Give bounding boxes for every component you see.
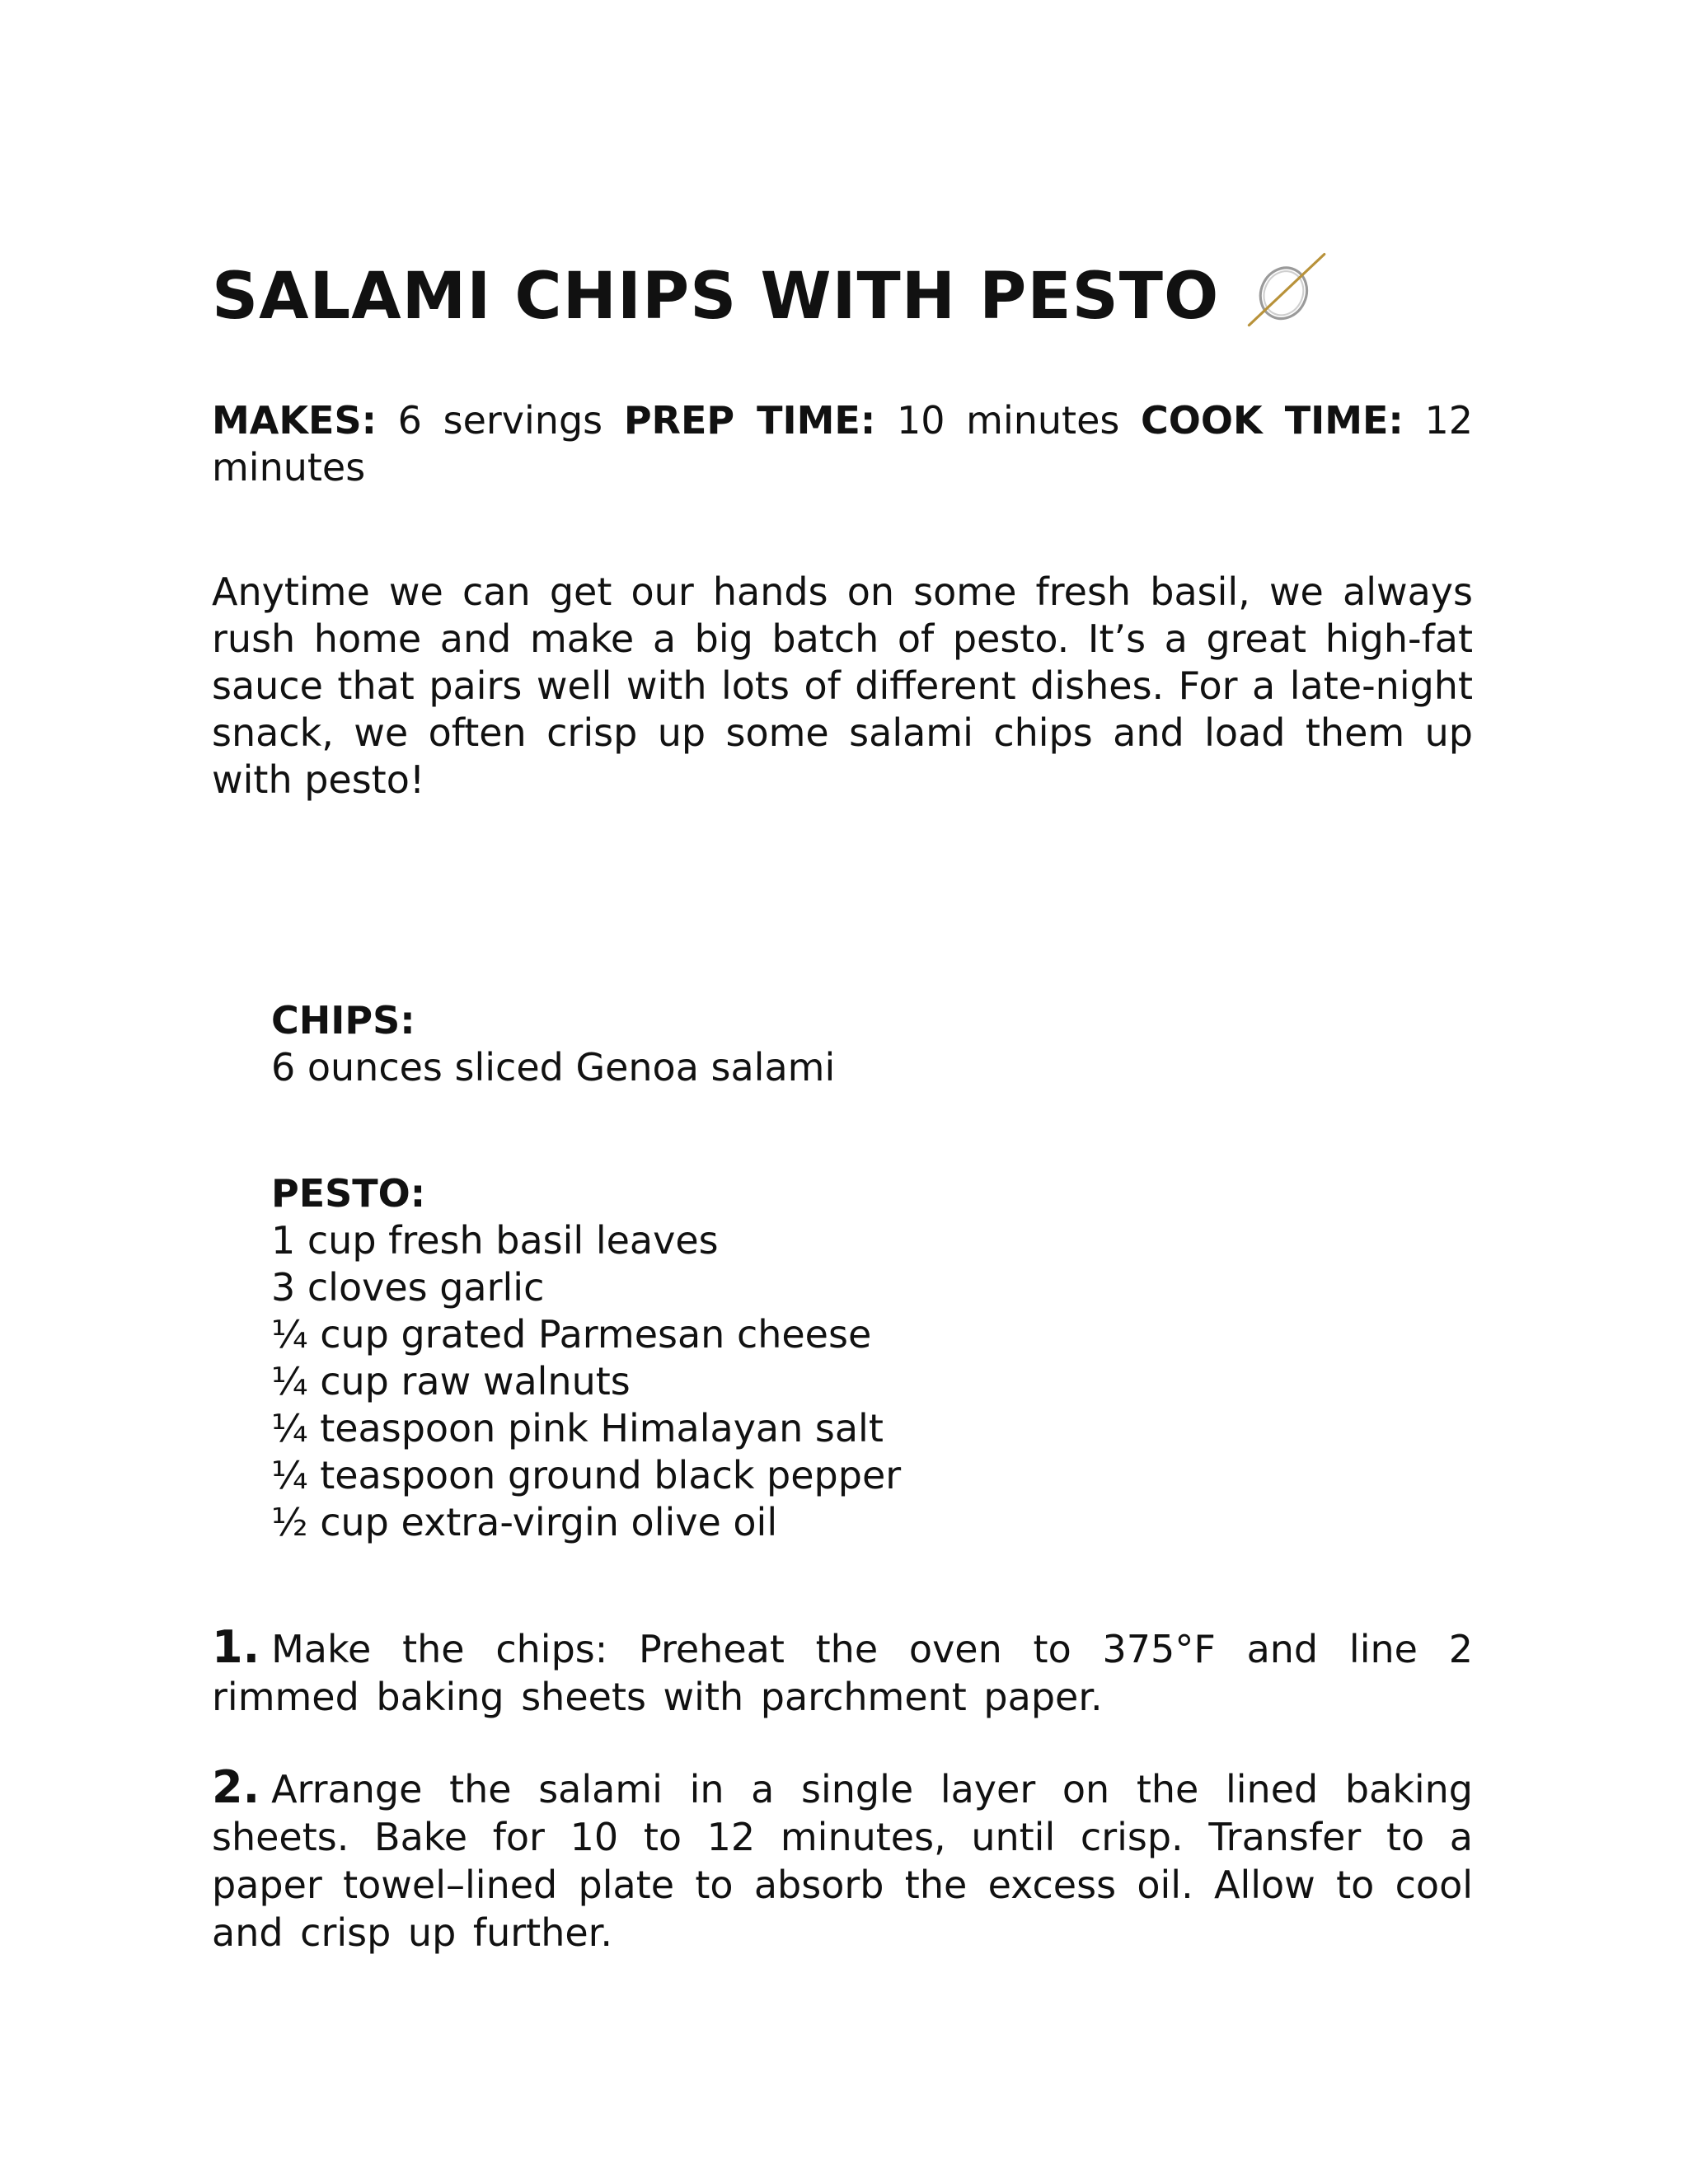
ingredient-item: ¼ teaspoon pink Himalayan salt (271, 1406, 884, 1451)
makes-label: MAKES: (212, 398, 377, 443)
recipe-intro: Anytime we can get our hands on some fresh basil, we always rush home and make a big batch of pesto. It’s a great high-fat sauce that pairs well with lots of different dishes. For a late-night snack, we often crisp up some salami chips and load them up with pesto! (212, 569, 1473, 802)
chips-heading: CHIPS: (271, 998, 415, 1043)
cook-time-value: 12 minutes (212, 398, 1474, 490)
ingredients-chips (271, 997, 1425, 1091)
instruction-step-1 (212, 1621, 1473, 1721)
prep-time-value: 10 minutes (896, 398, 1120, 443)
instruction-step-2 (212, 1761, 1473, 1957)
step-number: 1. (212, 1621, 260, 1673)
ingredients-pesto (271, 1170, 1425, 1546)
ingredient-item: 6 ounces sliced Genoa salami (271, 1045, 836, 1090)
step-text: Make the chips: Preheat the oven to 375°F and line 2 rimmed baking sheets with parchment paper. (212, 1627, 1473, 1719)
ingredient-item: 3 cloves garlic (271, 1265, 545, 1310)
step-text: Arrange the salami in a single layer on the lined baking sheets. Bake for 10 to 12 minutes, until crisp. Transfer to a paper towel–lined plate to absorb the excess oil. Allow to cool and crisp up further. (212, 1767, 1473, 1955)
title-row (212, 247, 1329, 346)
recipe-title: SALAMI CHIPS WITH PESTO (212, 260, 1220, 334)
keto-symbol-icon (1242, 246, 1329, 332)
ingredient-item: ¼ teaspoon ground black pepper (271, 1453, 902, 1497)
step-number: 2. (212, 1761, 260, 1813)
cook-time-label: COOK TIME: (1141, 398, 1404, 443)
pesto-heading: PESTO: (271, 1171, 426, 1216)
ingredient-item: ¼ cup raw walnuts (271, 1359, 631, 1404)
ingredient-item: ½ cup extra-virgin olive oil (271, 1500, 778, 1544)
prep-time-label: PREP TIME: (623, 398, 876, 443)
ingredient-item: 1 cup fresh basil leaves (271, 1218, 719, 1263)
ingredient-item: ¼ cup grated Parmesan cheese (271, 1312, 872, 1357)
recipe-meta (212, 397, 1473, 491)
makes-value: 6 servings (397, 398, 603, 443)
